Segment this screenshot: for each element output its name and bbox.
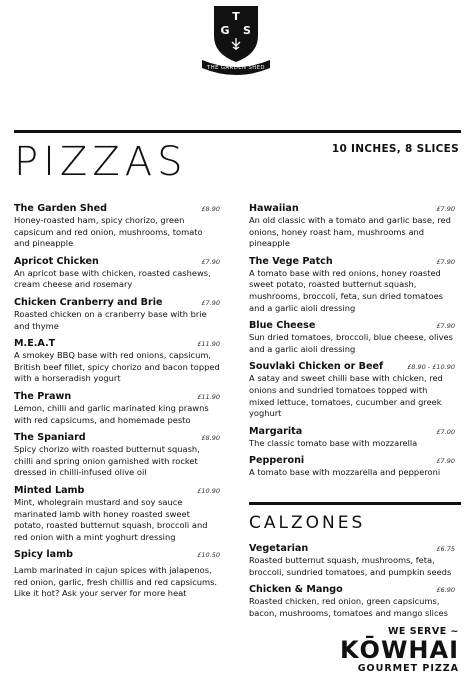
menu-item [249,319,455,355]
item-name: Chicken & Mango [249,584,343,596]
item-price: £11.90 [197,340,220,349]
item-name: Chicken Cranberry and Brie [14,296,163,308]
item-desc: Sun dried tomatoes, broccoli, blue cheese, olives and a garlic aioli dressing [249,332,453,354]
calzones-rule [249,502,461,505]
kowhai-brand [339,626,459,674]
item-price: £6.75 [436,545,455,553]
garden-shed-logo [188,2,284,76]
logo-letter-g: G [220,24,230,37]
brand-name: KŌWHAI [339,636,459,664]
page-subtitle: 10 INCHES, 8 SLICES [331,143,459,155]
item-desc: Roasted chicken on a cranberry base with brie and thyme [14,308,207,331]
item-desc: Roasted chicken, red onion, green capsicums, bacon, mushrooms, tomatoes and mango slices [249,596,448,618]
menu-item [249,583,455,619]
item-name: Hawaiian [249,203,299,214]
item-desc: An old classic with a tomato and garlic base, red onions, honey roast ham, mushrooms and pineapple [249,215,451,249]
item-price: £7.90 [436,322,455,331]
item-price: £8.90 [201,434,220,443]
item-name: Minted Lamb [14,484,85,496]
menu-item [14,296,220,332]
item-price: £11.90 [197,392,220,401]
item-name: The Prawn [14,390,72,402]
item-desc: A satay and sweet chilli base with chicken, red onions and sundried tomatoes topped with mixed lettuce, tomatoes, cucumber and greek yoghurt [249,373,443,419]
menu-item [14,431,220,479]
item-desc: A tomato base with mozzarella and pepperoni [249,467,441,478]
item-desc: An apricot base with chicken, roasted cashews, cream cheese and rosemary [14,267,211,290]
brand-serve-text: WE SERVE ~ [387,626,459,637]
page-title: PIZZAS [14,139,188,185]
item-name: Blue Cheese [249,320,316,332]
item-price: £7.90 [201,298,220,307]
menu-item [14,255,220,291]
item-price: £7.00 [436,427,455,436]
item-price: £7.90 [436,205,455,213]
menu-item [249,454,455,479]
item-desc: The classic tomato base with mozzarella [249,437,418,448]
menu-item [14,390,220,426]
item-name: Spicy lamb [14,549,73,561]
logo-banner-text: THE GARDEN SHED [207,65,265,71]
item-price: £10.90 [197,486,220,495]
item-name: Margarita [249,425,303,437]
menu-item [14,202,220,250]
calzones-column [249,542,455,624]
brand-tagline: GOURMET PIZZA [357,663,459,674]
item-name: Souvlaki Chicken or Beef [249,361,384,373]
menu-item [14,337,220,385]
menu-item [249,360,455,419]
item-name: The Vege Patch [249,255,333,267]
menu-item [249,255,455,314]
item-price: £6.90 [436,586,455,595]
item-desc: Honey-roasted ham, spicy chorizo, green capsicum and red onion, mushrooms, tomato and pineapple [14,215,203,249]
item-price: £7.90 [436,457,455,466]
menu-item [249,202,455,250]
item-desc: Mint, wholegrain mustard and soy sauce marinated lamb with honey roasted sweet potato, roasted butternut squash, broccoli and red onion with a mint yoghurt dressing [14,496,208,542]
menu-item [249,425,455,450]
menu-item [14,548,220,600]
logo-letter-s: S [243,24,251,37]
item-desc: Spicy chorizo with roasted butternut squash, chilli and spring onion garnished with rocket dressed in chilli-infused olive oil [14,444,200,478]
menu-item [249,542,455,578]
item-price: £10.50 [197,551,220,560]
item-name: M.E.A.T [14,338,56,350]
pizzas-left-column [14,202,220,605]
item-desc: Lemon, chilli and garlic marinated king prawns with red capsicums, and homemade pesto [14,402,209,425]
item-name: Apricot Chicken [14,255,99,267]
logo-letter-t: T [232,10,240,23]
item-price: £7.90 [201,257,220,266]
item-desc: A tomato base with red onions, honey roasted sweet potato, roasted butternut squash, mushrooms, broccoli, feta, sun dried tomatoes and a garlic aioli dressing [249,267,443,313]
calzones-title: CALZONES [249,513,366,533]
item-desc: Roasted butternut squash, mushrooms, feta, broccoli, sundried tomatoes, and pumpkin seeds [249,555,452,577]
item-name: The Garden Shed [14,203,107,214]
pizzas-right-column [249,202,455,484]
item-price: £8.90 [201,205,220,213]
item-name: The Spaniard [14,432,86,444]
menu-item [14,484,220,543]
item-price: £8.90 - £10.90 [407,363,455,372]
item-price: £7.90 [436,257,455,266]
item-name: Pepperoni [249,455,305,467]
item-desc: Lamb marinated in cajun spices with jalapenos, red onion, garlic, fresh chillis and red capsicums. Like it hot? Ask your server for more heat [14,565,218,599]
header-rule [14,130,461,133]
item-desc: A smokey BBQ base with red onions, capsicum, British beef fillet, spicy chorizo and bacon topped with a horseradish yogurt [14,350,220,384]
item-name: Vegetarian [249,543,309,554]
